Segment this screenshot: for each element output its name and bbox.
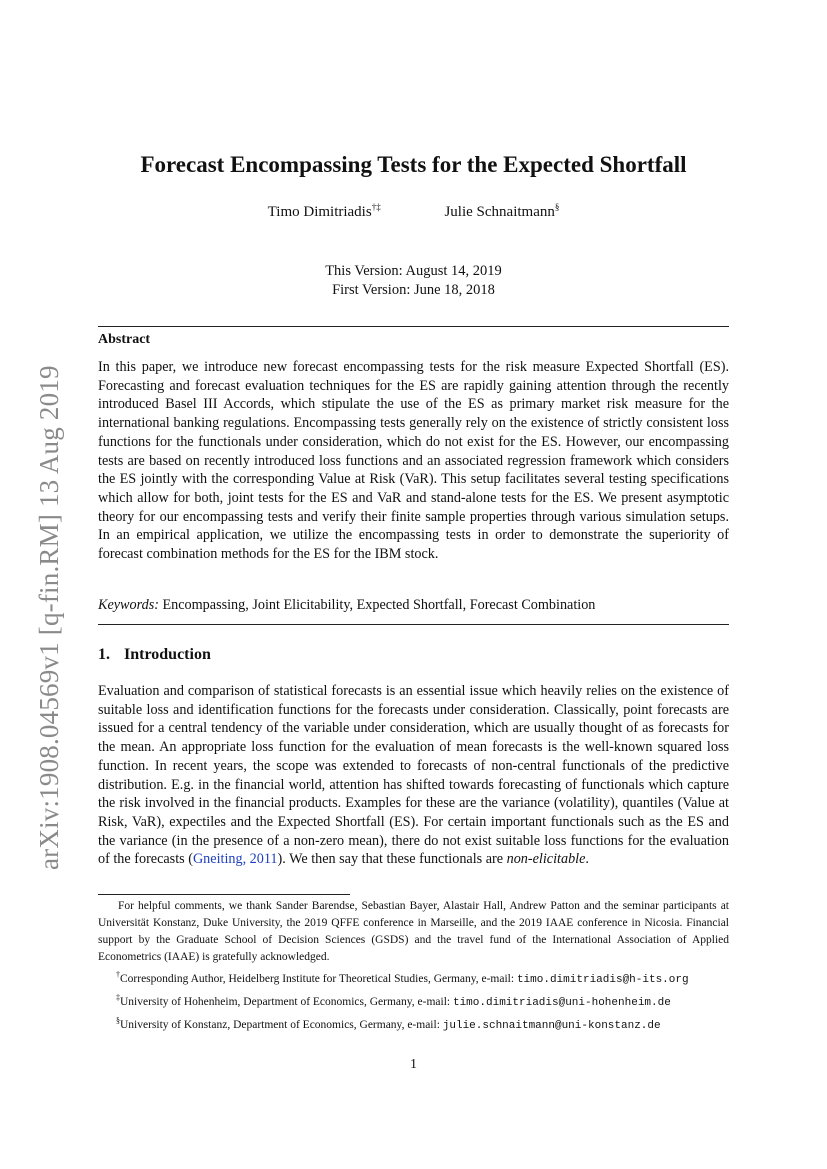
citation-link[interactable]: Gneiting, 2011: [192, 851, 278, 868]
section-number: 1.: [98, 646, 110, 663]
keywords-label: Keywords:: [98, 597, 159, 613]
footnote-email[interactable]: timo.dimitriadis@uni-hohenheim.de: [452, 996, 671, 1009]
intro-text-part-2: ). We then say that these functionals are: [277, 851, 507, 868]
arxiv-sidebar: [14, 340, 64, 870]
section-heading-introduction: [98, 646, 211, 664]
footnote-item: [98, 989, 729, 1012]
intro-emphasis: non-elicitable: [506, 851, 586, 868]
footnote-mark: ‡: [116, 992, 120, 1002]
abstract-top-rule: [98, 326, 729, 327]
introduction-paragraph: [98, 682, 729, 869]
intro-text-end: .: [585, 851, 589, 868]
paper-title: Forecast Encompassing Tests for the Expected Shortfall: [140, 152, 687, 177]
footnote-text: Corresponding Author, Heidelberg Institute for Theoretical Studies, Germany, e-mail:: [120, 972, 517, 985]
footnote-email[interactable]: timo.dimitriadis@h-its.org: [516, 973, 689, 986]
author-1-marks: †‡: [371, 202, 381, 212]
intro-text-part-1: Evaluation and comparison of statistical forecasts is an essential issue which heavily relies on the existence of suitable loss and identification functions for the forecasts under consideration. Classically, point forecasts are issued for a central tendency of the variable under consideration, which are usually thought of as forecasts for the mean. An appropriate loss function for the evaluation of mean forecasts is the well-known squared loss function. In recent years, the scope was extended to forecasts of non-central functionals of the predictive distribution. E.g. in the financial world, attention has shifted towards forecasting of functionals which capture the risk involved in the financial products. Examples for these are the variance (volatility), quantiles (Value at Risk, VaR), expectiles and the Expected Shortfall (ES). For certain important functionals such as the ES and the variance (in the presence of a non-zero mean), there do not exist suitable loss functions for the evaluation of the forecasts (: [98, 683, 729, 868]
footnote-text: University of Hohenheim, Department of Economics, Germany, e-mail:: [120, 995, 453, 1008]
footnote-rule: [98, 894, 350, 895]
footnote-item: [98, 1012, 729, 1035]
page-number: 1: [410, 1057, 417, 1072]
keywords-list: Encompassing, Joint Elicitability, Expected Shortfall, Forecast Combination: [162, 597, 596, 613]
keywords-line: [98, 596, 729, 615]
author-2: [444, 202, 559, 221]
this-version: This Version: August 14, 2019: [325, 263, 502, 279]
footnote-item: [98, 966, 729, 989]
abstract-bottom-rule: [98, 624, 729, 625]
abstract-heading: Abstract: [98, 332, 151, 347]
footnote-email[interactable]: julie.schnaitmann@uni-konstanz.de: [442, 1019, 661, 1032]
footnote-mark: †: [116, 970, 120, 979]
author-2-marks: §: [554, 202, 560, 212]
footnotes: [98, 898, 729, 1034]
version-info: [0, 262, 827, 300]
arxiv-identifier: arXiv:1908.04569v1 [q-fin.RM] 13 Aug 2019: [34, 365, 64, 870]
footnote-text: University of Konstanz, Department of Economics, Germany, e-mail:: [120, 1018, 443, 1031]
author-2-name: Julie Schnaitmann: [444, 204, 555, 220]
author-list: [0, 202, 827, 221]
footnote-thanks: For helpful comments, we thank Sander Barendse, Sebastian Bayer, Alastair Hall, Andrew Patton and the seminar participants at Universität Konstanz, Duke University, the 2019 QFFE conference in Marseille, and the 2019 IAAE conference in Nicosia. Financial support by the Graduate School of Decision Sciences (GSDS) and the travel fund of the International Association of Applied Econometrics (IAAE) is gratefully acknowledged.: [98, 900, 729, 963]
author-1-name: Timo Dimitriadis: [267, 204, 372, 220]
footnote-mark: §: [116, 1015, 120, 1025]
author-1: [268, 202, 381, 221]
abstract-text: In this paper, we introduce new forecast encompassing tests for the risk measure Expected Shortfall (ES). Forecasting and forecast evaluation techniques for the ES are rapidly gaining attention through the recently introduced Basel III Accords, which stipulate the use of the ES as primary market risk measure for the international banking regulations. Encompassing tests generally rely on the existence of strictly consistent loss functions for the functionals under consideration, which do not exist for the ES. However, our encompassing tests are based on recently introduced loss functions and an associated regression framework which considers the ES jointly with the corresponding Value at Risk (VaR). This setup facilitates several testing specifications which allow for both, joint tests for the ES and VaR and stand-alone tests for the ES. We present asymptotic theory for our encompassing tests and verify their finite sample properties through various simulation setups. In an empirical application, we utilize the encompassing tests in order to demonstrate the superiority of forecast combination methods for the ES for the IBM stock.: [98, 359, 729, 563]
section-title: Introduction: [124, 646, 211, 663]
first-version: First Version: June 18, 2018: [332, 282, 495, 298]
